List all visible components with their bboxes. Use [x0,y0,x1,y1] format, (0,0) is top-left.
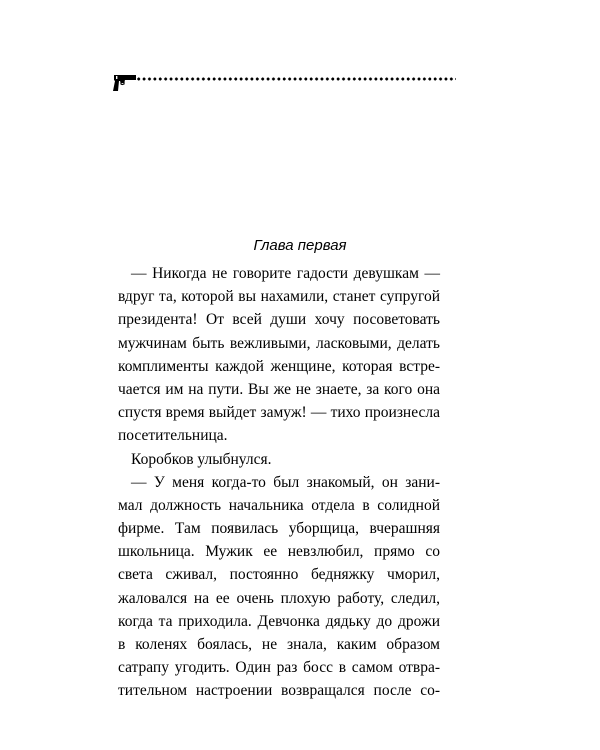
chapter-title: Глава первая [253,237,347,254]
text-line: посетительница. [118,427,228,445]
text-line: в коленях боялась, не знала, каким образом [118,636,440,653]
text-line: фирме. Там появилась уборщица, вчерашняя [118,520,440,538]
text-line: жаловался на ее очень плохую работу, следил, [118,589,440,607]
text-line: школьница. Мужик ее невзлюбил, прямо со [118,543,440,561]
text-line: — Никогда не говорите гадости девушкам — [131,265,440,282]
text-line: мужчинам быть вежливыми, ласковыми, делать [118,334,440,352]
text-line: мал должность начальника отдела в солидной [118,496,440,514]
text-line: тительном настроении возвращался после со- [118,682,440,700]
text-line: когда та приходила. Девчонка дядьку до дрожи [118,612,440,630]
text-line: сатрапу угодить. Один раз босс в самом отвра- [118,659,440,677]
body-text [118,262,440,703]
text-line: чается им на пути. Вы же не знаете, за кого она [118,380,440,398]
text-line: спустя время выйдет замуж! — тихо произнесла [118,404,440,422]
text-line: президента! От всей души хочу посоветовать [118,311,440,329]
revolver-icon [112,72,138,94]
text-line: света сживал, постоянно бедняжку чморил, [118,566,440,584]
text-line: — У меня когда-то был знакомый, он зани- [131,473,440,491]
text-line: комплименты каждой женщине, которая встре- [118,357,440,375]
text-line: Коробков улыбнулся. [131,450,272,468]
dotted-rule [136,77,456,81]
text-line: вдруг та, которой вы нахамили, станет супругой [118,288,440,306]
chapter-ornament [112,72,457,94]
